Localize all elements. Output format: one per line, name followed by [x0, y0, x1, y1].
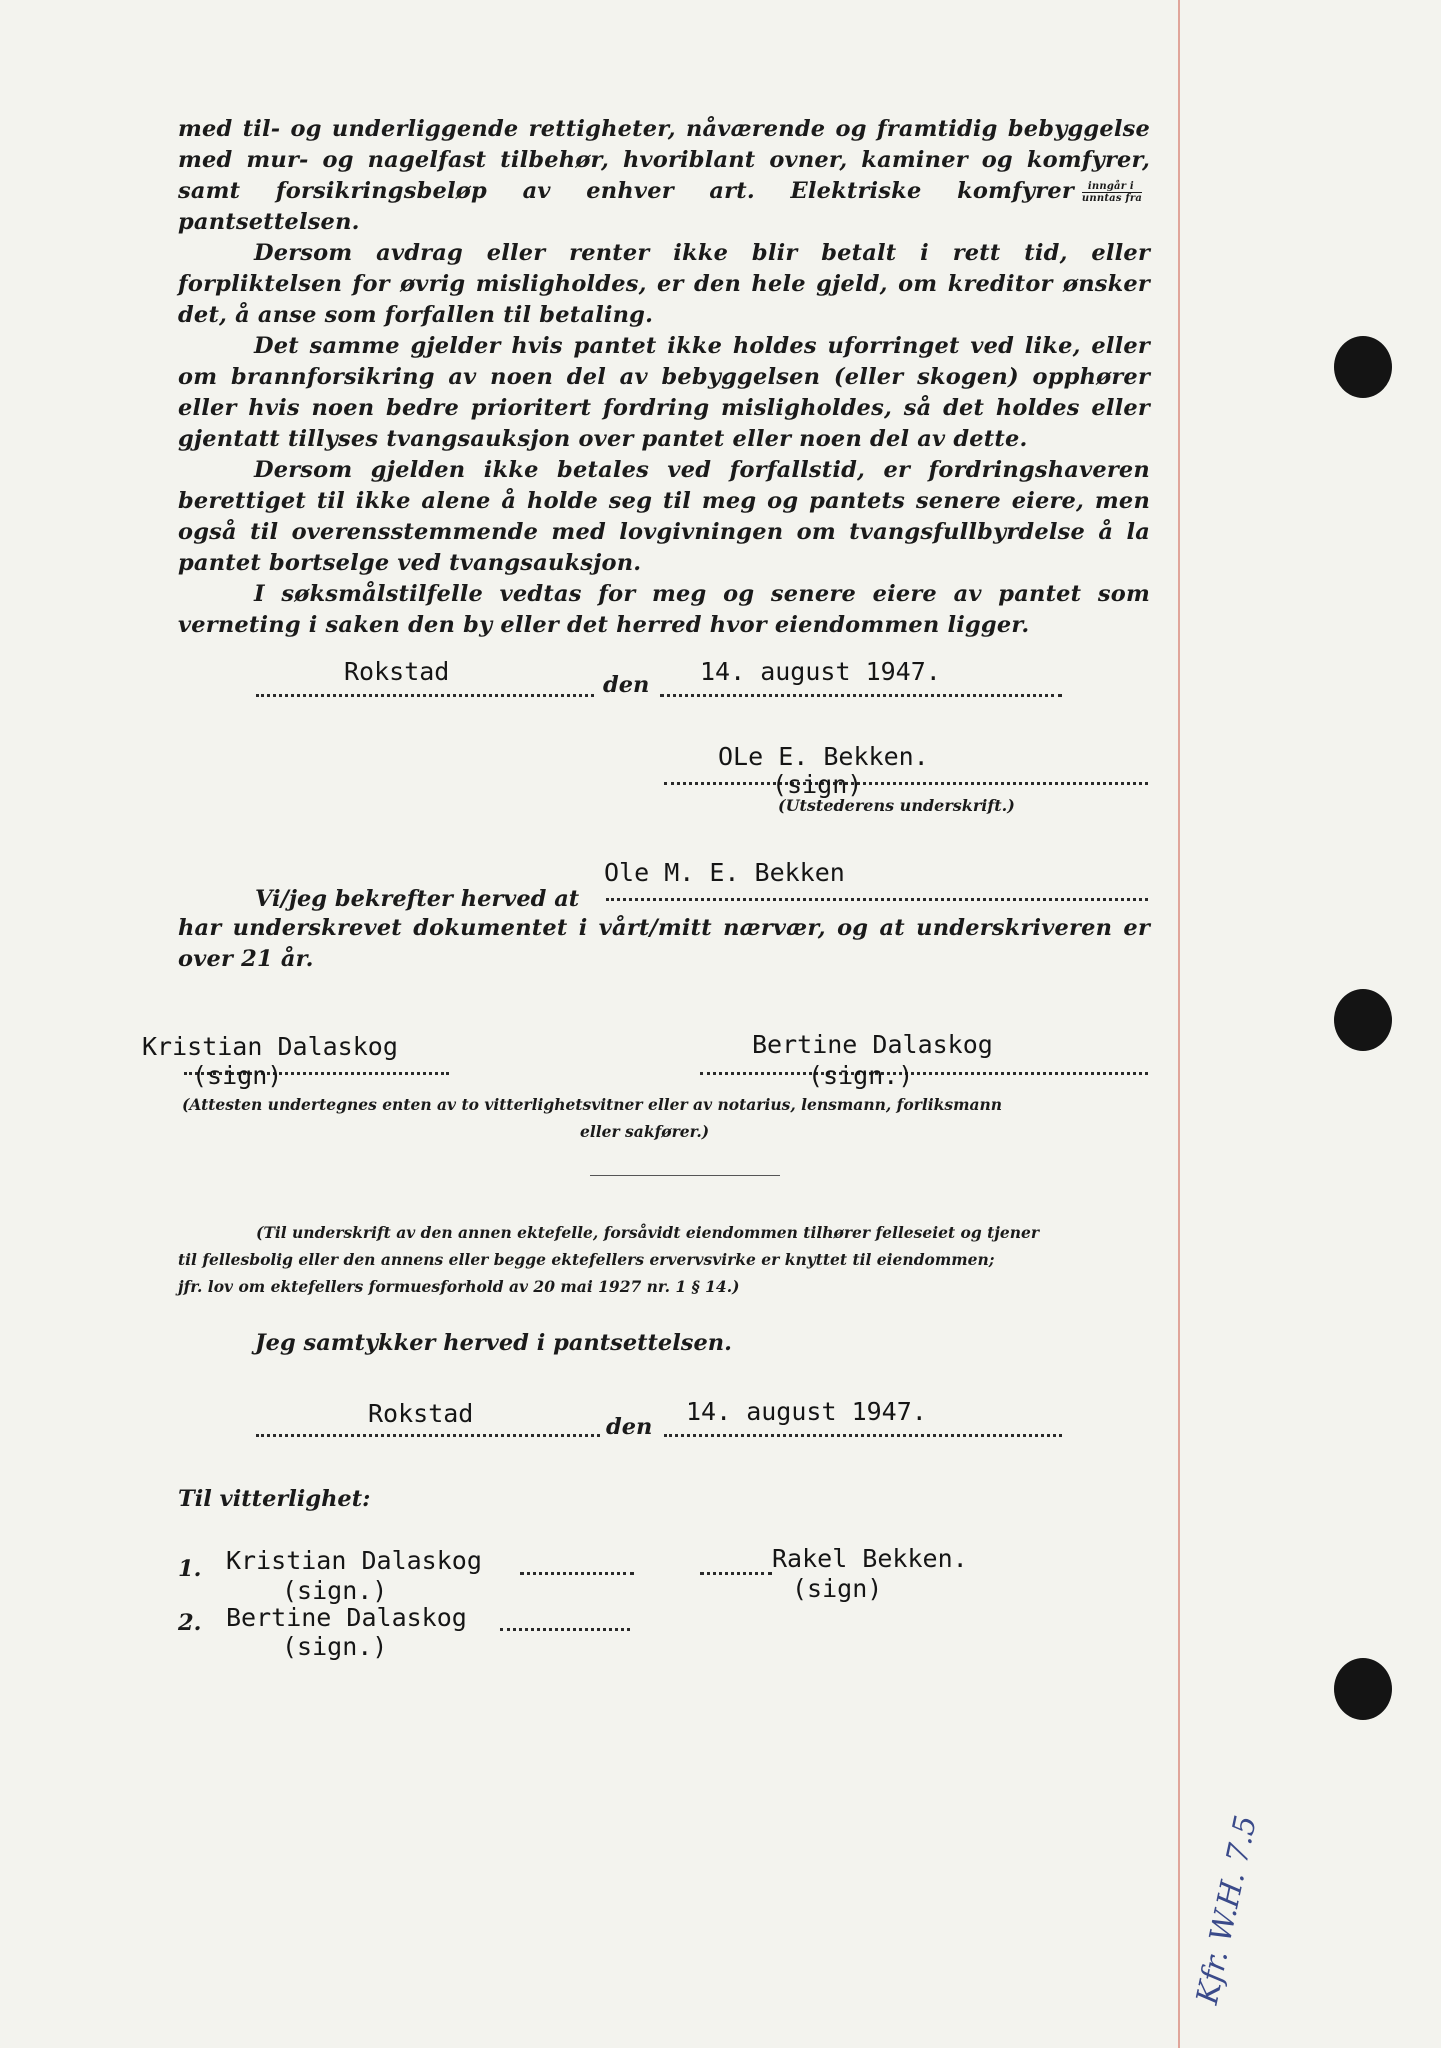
consent-witness2-name: Bertine Dalaskog [226, 1603, 467, 1632]
punch-hole-middle [1334, 989, 1392, 1051]
paragraph-venue: I søksmålstilfelle vedtas for meg og senere eiere av pantet som verneting i saken den by eller det herred hvor eiendommen ligger. [178, 581, 1150, 638]
consent-statement: Jeg samtykker herved i pantsettelsen. [255, 1330, 732, 1356]
spouse-signer-dotted-line [700, 1572, 772, 1575]
confirmation-dotted-line [606, 898, 1148, 901]
red-margin-line [1178, 0, 1180, 2048]
punch-hole-top [1334, 336, 1392, 398]
consent-witness2-sign: (sign.) [282, 1632, 388, 1661]
consent-den-label: den [606, 1414, 653, 1440]
spouse-note-line1: (Til underskrift av den annen ektefelle, forsåvidt eiendommen tilhører felleseiet og tjener [256, 1223, 1039, 1242]
paragraph-enforcement: Dersom gjelden ikke betales ved forfallstid, er fordringshaveren berettiget til ikke alene å holde seg til meg og pantets senere eiere, men også til overensstemmende med lovgivningen om tvangsfullbyrdelse å la pantet bortselge ved tvangsauksjon. [178, 457, 1150, 576]
punch-hole-bottom [1334, 1658, 1392, 1720]
witness-number-1: 1. [178, 1556, 202, 1582]
paragraph-maintenance: Det samme gjelder hvis pantet ikke holdes uforringet ved like, eller om brannforsikring av noen del av bebyggelsen (eller skogen) opphører eller hvis noen bedre prioritert fordring misligholdes, så det holdes eller gjentatt tillyses tvangsauksjon over pantet eller noen del av dette. [178, 333, 1150, 452]
witness1-sign: (sign) [192, 1061, 283, 1090]
issuer-sign: (sign) [772, 770, 863, 799]
paragraph-default: Dersom avdrag eller renter ikke blir betalt i rett tid, eller forpliktelsen for øvrig misligholdes, er den hele gjeld, om kreditor ønsker det, å anse som forfallen til betaling. [178, 240, 1150, 328]
attestation-note-line2: eller sakfører.) [580, 1122, 710, 1141]
confirmation-text: har underskrevet dokumentet i vårt/mitt nærvær, og at underskriveren er over 21 år. [178, 915, 1150, 972]
consent-witness2-dotted-line [500, 1628, 630, 1631]
consent-witness1-name: Kristian Dalaskog [226, 1546, 482, 1575]
spouse-note-line2: til fellesbolig eller den annens eller begge ektefellers ervervsvirke er knyttet til eiendommen; [178, 1250, 995, 1269]
place-dotted-line [256, 694, 594, 697]
handwritten-margin-note: Kfr. W.H. 7.5 [1190, 1812, 1265, 2008]
confirmation-lead: Vi/jeg bekrefter herved at [255, 886, 580, 912]
mortgage-terms [178, 114, 1150, 641]
witness-heading: Til vitterlighet: [178, 1486, 371, 1512]
issuer-caption: (Utstederens underskrift.) [778, 796, 1015, 815]
confirmed-signer-name: Ole M. E. Bekken [604, 858, 845, 887]
consent-witness1-dotted-line [520, 1572, 634, 1575]
attestation-note-line1: (Attesten undertegnes enten av to vitterlighetsvitner eller av notarius, lensmann, forliksmann [182, 1095, 1003, 1114]
witness1-name: Kristian Dalaskog [142, 1032, 398, 1061]
witness2-sign: (sign.) [808, 1061, 914, 1090]
signing-date: 14. august 1947. [700, 657, 941, 686]
paragraph-property: med til- og underliggende rettigheter, nåværende og framtidig bebyggelse med mur- og nagelfast tilbehør, hvoriblant ovner, kaminer og komfyrer, samt forsikringsbeløp av enhver art. Elektriske komfyrer $\frac{\text{inngår i}}{\text{unntas fra}}$ pantsettelsen. [178, 116, 1150, 235]
consent-date-dotted-line [664, 1434, 1062, 1437]
consent-date: 14. august 1947. [686, 1397, 927, 1426]
spouse-note-line3: jfr. lov om ektefellers formuesforhold av 20 mai 1927 nr. 1 § 14.) [178, 1277, 740, 1296]
consent-place-dotted-line [256, 1434, 600, 1437]
issuer-name: OLe E. Bekken. [718, 742, 929, 771]
date-dotted-line [660, 694, 1062, 697]
spouse-signer-sign: (sign) [792, 1574, 883, 1603]
section-divider [590, 1175, 780, 1176]
consent-witness1-sign: (sign.) [282, 1576, 388, 1605]
inclusion-fraction: $\frac{\text{inngår i}}{\text{unntas fra}}$ [1081, 180, 1142, 204]
consent-place: Rokstad [368, 1399, 474, 1428]
den-label: den [603, 672, 650, 698]
issuer-dotted-line [664, 782, 1148, 785]
signing-place: Rokstad [344, 657, 450, 686]
witness2-dotted-line [700, 1072, 1148, 1075]
witness-number-2: 2. [178, 1610, 202, 1636]
spouse-signer-name: Rakel Bekken. [772, 1544, 968, 1573]
witness2-name: Bertine Dalaskog [752, 1030, 993, 1059]
